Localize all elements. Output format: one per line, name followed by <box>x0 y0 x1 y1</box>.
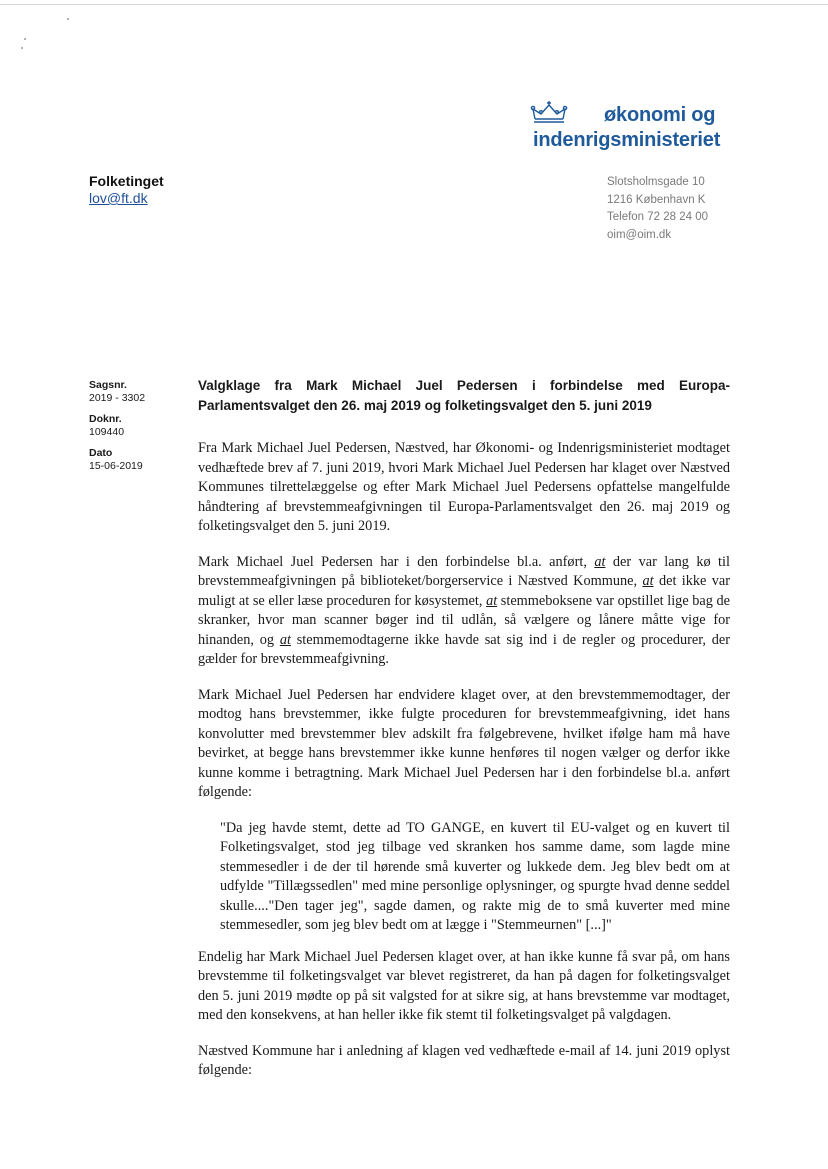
block-quote: "Da jeg havde stemt, dette ad TO GANGE, en kuvert til EU-valget og en kuvert til Folketingsvalget, stod jeg tilbage ved skranken hos samme dame, som lagde mine stemmesedler i de der til hørende små kuverter og lukkede dem. Jeg blev bedt om at udfylde "Tillægssedlen" med mine personlige oplysninger, og spurgte hvad denne seddel skulle...."Den tager jeg", sagde damen, og rakte mig de to små kuverter med mine stemmesedler, som jeg blev bedt om at lægge i "Stemmeurnen" [...]" <box>220 819 730 933</box>
letter-title: Valgklage fra Mark Michael Juel Pedersen i forbindelse med Europa-Parlamentsvalget den 26. maj 2019 og folketingsvalget den 5. juni 2019 <box>198 378 730 413</box>
recipient-email-link[interactable]: lov@ft.dk <box>89 190 148 206</box>
emphasis-at: at <box>594 553 606 570</box>
paragraph-4: Endelig har Mark Michael Juel Pedersen klaget over, at han ikke kunne få svar på, om hans brevstemme til folketingsvalget var blevet registreret, da han på dagen for folketingsvalget den 5. juni 2019 mødte op på sit valgsted for at sikre sig, at hans brevstemme var modtaget, med den konsekvens, at han heller ikke fik stemt til folketingsvalget på valgdagen. <box>198 948 730 1023</box>
p2-text: det ikke var muligt at se eller læse proceduren for køsystemet, <box>198 573 731 609</box>
paragraph-2 <box>198 553 730 670</box>
date-label: Dato <box>89 447 113 459</box>
ministry-logo <box>528 96 738 156</box>
document-meta <box>89 379 145 481</box>
case-number-label: Sagsnr. <box>89 379 127 391</box>
recipient-name: Folketinget <box>89 173 164 189</box>
recipient-block <box>89 173 164 207</box>
paragraph-1: Fra Mark Michael Juel Pedersen, Næstved, har Økonomi- og Indenrigsministeriet modtaget vedhæftede brev af 7. juni 2019, hvori Mark Michael Juel Pedersen har klaget over Næstved Kommunes tilrettelæggelse og efter Mark Michael Juel Pedersens opfattelse mangelfulde håndtering af brevstemmeafgivningen til Europa-Parlamentsvalget den 26. maj 2019 og folketingsvalget den 5. juni 2019. <box>198 440 730 534</box>
paragraph-5: Næstved Kommune har i anledning af klagen ved vedhæftede e-mail af 14. juni 2019 oplyst følgende: <box>198 1042 730 1078</box>
document-number-label: Doknr. <box>89 413 122 425</box>
address-street: Slotsholmsgade 10 <box>607 176 705 188</box>
document-number-value: 109440 <box>89 426 125 438</box>
emphasis-at: at <box>279 631 291 648</box>
scan-speck <box>24 38 26 40</box>
scan-top-edge-line <box>0 4 828 5</box>
sender-address <box>607 174 708 244</box>
p2-text: stemmemodtagerne ikke havde sat sig ind i de regler og procedurer, der gælder for brevstemmeafgivning. <box>198 631 731 667</box>
letter-body <box>198 376 730 1097</box>
paragraph-3: Mark Michael Juel Pedersen har endvidere klaget over, at den brevstemmemodtager, der modtog hans brevstemmer, ikke fulgte proceduren for brevstemmeafgivning, idet hans konvolutter med brevstemmer blev adskilt fra følgebrevene, hvilket ifølge ham må have bevirket, at begge hans brevstemmer ikke kunne henføres til nogen vælger og derfor ikke kunne komme i betragtning. Mark Michael Juel Pedersen har i den forbindelse bl.a. anført følgende: <box>198 686 730 800</box>
scan-speck <box>67 18 69 20</box>
scan-speck <box>21 47 23 49</box>
p2-text: stemmeboksene var opstillet lige bag de skranker, hvor man scanner bøger ind til udlån, så vælgere og lånere måtte vige for hinanden, og <box>198 592 731 648</box>
emphasis-at: at <box>486 592 498 609</box>
case-number-value: 2019 - 3302 <box>89 392 146 404</box>
logo-text-line1: økonomi og <box>604 104 716 126</box>
address-city: 1216 København K <box>607 193 706 206</box>
emphasis-at: at <box>642 573 654 589</box>
address-email[interactable]: oim@oim.dk <box>607 228 672 241</box>
crown-icon <box>530 100 568 126</box>
address-phone: Telefon 72 28 24 00 <box>607 211 709 223</box>
p2-text: Mark Michael Juel Pedersen har i den forbindelse bl.a. anført, <box>198 553 587 570</box>
date-value: 15-06-2019 <box>89 460 143 472</box>
p2-text: der var lang kø til brevstemmeafgivningen på biblioteket/borgerservice i Næstved Kommune, <box>198 553 730 589</box>
logo-text-line2: indenrigsministeriet <box>533 129 721 151</box>
